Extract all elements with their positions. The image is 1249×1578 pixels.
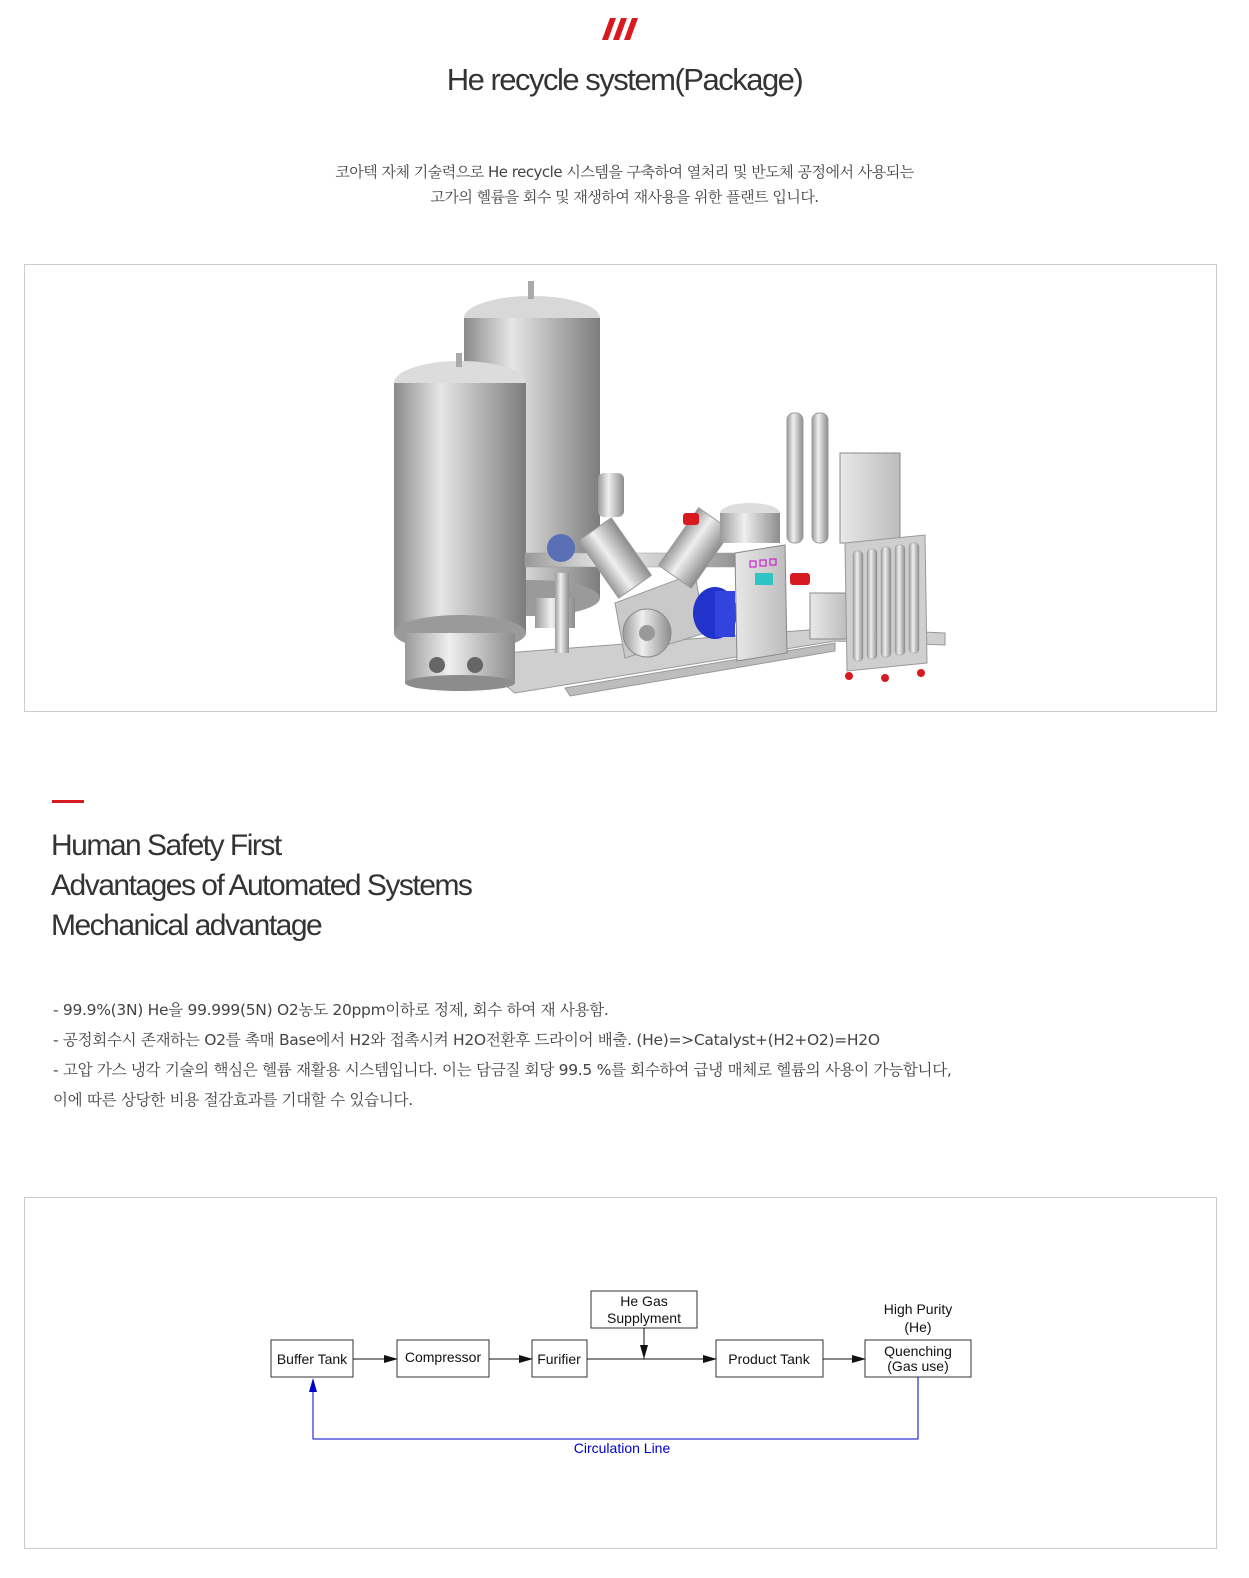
section-accent-bar	[52, 800, 84, 803]
node-label: Product Tank	[728, 1351, 810, 1367]
equipment-image-box	[24, 264, 1217, 712]
he-recycle-package-illustration	[365, 273, 965, 703]
node-label: He Gas	[620, 1293, 668, 1309]
arrowhead-he-gas-supply	[640, 1345, 648, 1359]
description-line: - 공정회수시 존재하는 O2를 촉매 Base에서 H2와 접촉시켜 H2O전환후 드라이어 배출. (He)=>Catalyst+(H2+O2)=H2O	[53, 1031, 880, 1049]
node-he-gas-supplyment	[591, 1291, 697, 1328]
intro-text	[0, 160, 1249, 210]
description-line: - 99.9%(3N) He을 99.999(5N) O2농도 20ppm이하로 정제, 회수 하여 재 사용함.	[53, 1001, 609, 1019]
feature-headings	[51, 826, 471, 946]
circulation-label: Circulation Line	[573, 1440, 671, 1456]
circulation-line	[313, 1377, 918, 1439]
feature-heading: Mechanical advantage	[51, 909, 322, 942]
page-title: He recycle system(Package)	[446, 62, 803, 97]
high-purity-label: (He)	[904, 1319, 932, 1335]
node-label: Furifier	[537, 1351, 581, 1367]
node-furifier	[532, 1340, 587, 1377]
node-label: Supplyment	[607, 1310, 681, 1326]
slashes-accent-icon	[602, 18, 638, 44]
node-buffer-tank	[271, 1340, 353, 1377]
node-label: (Gas use)	[887, 1358, 949, 1374]
node-label: Quenching	[884, 1343, 952, 1359]
intro-line: 코아텍 자체 기술력으로 He recycle 시스템을 구축하여 열처리 및 반도체 공정에서 사용되는	[335, 163, 914, 181]
description-line: - 고압 가스 냉각 기술의 핵심은 헬륨 재활용 시스템입니다. 이는 담금질 회당 99.5 %를 회수하여 급냉 매체로 헬륨의 사용이 가능합니다,	[53, 1061, 952, 1079]
node-quenching	[865, 1340, 971, 1377]
node-label: Compressor	[404, 1349, 482, 1365]
feature-heading: Advantages of Automated Systems	[51, 869, 472, 902]
node-label: Buffer Tank	[276, 1351, 348, 1367]
circulation-arrowhead	[309, 1378, 317, 1392]
flow-diagram-box	[24, 1197, 1217, 1549]
feature-descriptions	[53, 995, 952, 1115]
node-compressor	[397, 1340, 489, 1377]
node-product-tank	[716, 1340, 823, 1377]
intro-line: 고가의 헬륨을 회수 및 재생하여 재사용을 위한 플랜트 입니다.	[430, 188, 819, 206]
high-purity-label: High Purity	[883, 1301, 953, 1317]
description-line: 이에 따른 상당한 비용 절감효과를 기대할 수 있습니다.	[53, 1091, 413, 1109]
feature-heading: Human Safety First	[51, 829, 281, 862]
flow-diagram	[25, 1198, 1216, 1548]
